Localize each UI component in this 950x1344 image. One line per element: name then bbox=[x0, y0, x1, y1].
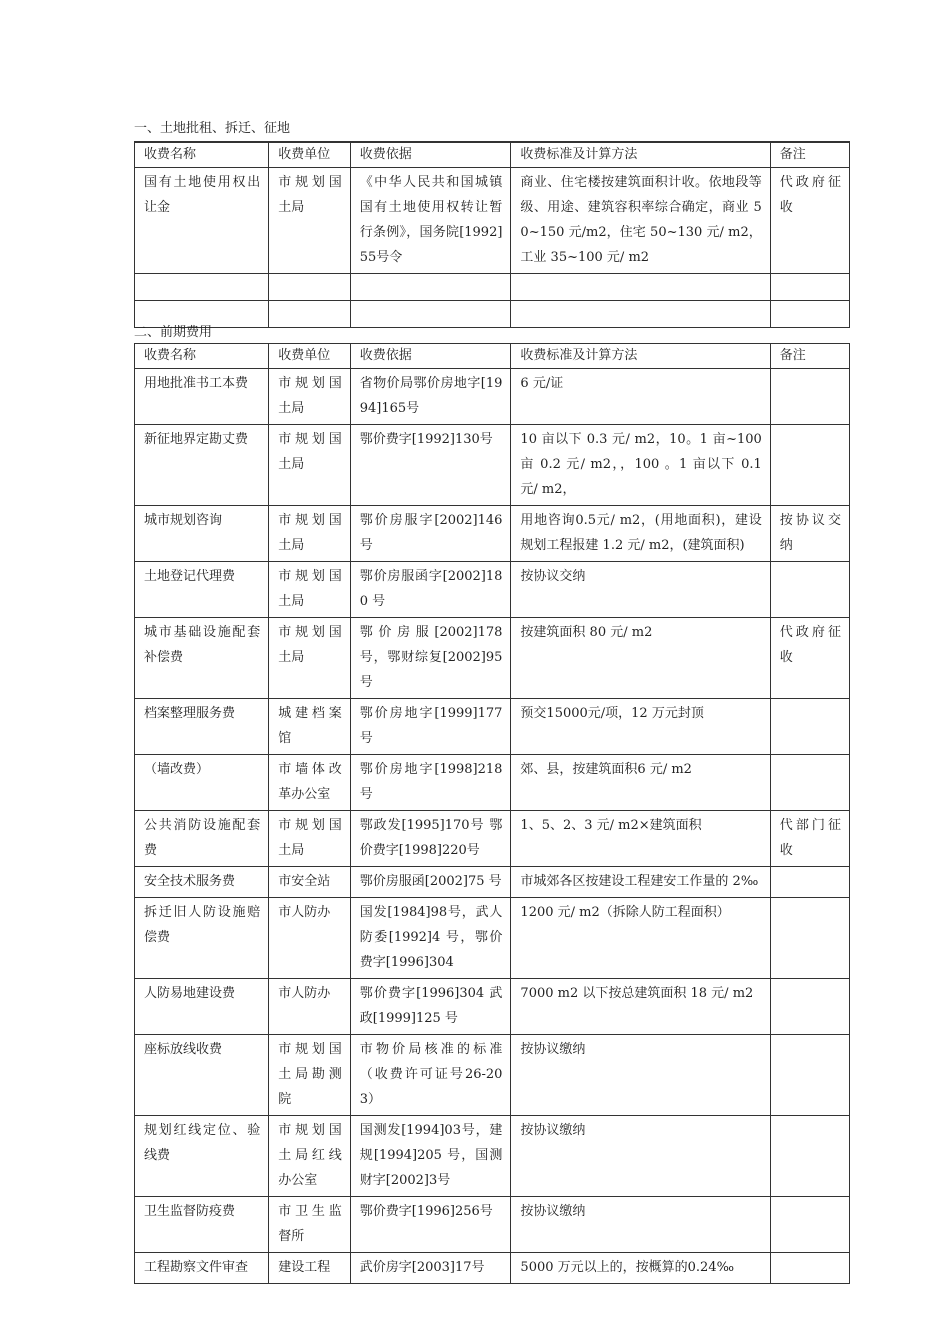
fee-standard-cell: 10 亩以下 0.3 元/ m2，10。1 亩~100 亩 0.2 元/ m2，，100 。1 亩以下 0.1 元/ m2， bbox=[511, 425, 770, 506]
fee-name-cell: 安全技术服务费 bbox=[135, 867, 269, 898]
fee-standard-cell: 7000 m2 以下按总建筑面积 18 元/ m2 bbox=[511, 979, 770, 1035]
fee-name-cell bbox=[135, 274, 269, 301]
table-row bbox=[135, 168, 850, 274]
fee-unit-cell: 市墙体改革办公室 bbox=[269, 755, 350, 811]
fee-standard-cell: 市城郊各区按建设工程建安工作量的 2‰ bbox=[511, 867, 770, 898]
table-row bbox=[135, 755, 850, 811]
fee-standard-cell: 1、5、2、3 元/ m2×建筑面积 bbox=[511, 811, 770, 867]
table-row bbox=[135, 699, 850, 755]
fee-unit-cell bbox=[269, 301, 350, 328]
fee-standard-cell: 按协议缴纳 bbox=[511, 1197, 770, 1253]
fee-standard-cell: 商业、住宅楼按建筑面积计收。依地段等级、用途、建筑容积率综合确定，商业 50~150 元/m2，住宅 50~130 元/ m2，工业 35~100 元/ m2 bbox=[511, 168, 770, 274]
header-fee-unit: 收费单位 bbox=[269, 344, 350, 369]
fee-standard-cell: 按协议缴纳 bbox=[511, 1035, 770, 1116]
fee-standard-cell bbox=[511, 274, 770, 301]
fee-note-cell bbox=[770, 1253, 849, 1284]
table-row bbox=[135, 1035, 850, 1116]
fee-name-cell: 规划红线定位、验线费 bbox=[135, 1116, 269, 1197]
section-title-land: 一、土地批租、拆迁、征地 bbox=[134, 121, 291, 136]
land-fees-table bbox=[134, 141, 850, 328]
fee-note-cell: 代政府征收 bbox=[770, 168, 849, 274]
fee-basis-cell: 国测发[1994]03号，建规[1994]205 号，国测财字[2002]3号 bbox=[350, 1116, 511, 1197]
fee-note-cell bbox=[770, 301, 849, 328]
table-row bbox=[135, 811, 850, 867]
fee-unit-cell: 市安全站 bbox=[269, 867, 350, 898]
table-row bbox=[135, 506, 850, 562]
table-row bbox=[135, 301, 850, 328]
fee-unit-cell: 城建档案馆 bbox=[269, 699, 350, 755]
header-fee-note: 备注 bbox=[770, 142, 849, 168]
fee-basis-cell: 国发[1984]98号，武人防委[1992]4 号，鄂价费字[1996]304 bbox=[350, 898, 511, 979]
fee-note-cell: 按协议交纳 bbox=[770, 506, 849, 562]
table-row bbox=[135, 898, 850, 979]
fee-name-cell: 人防易地建设费 bbox=[135, 979, 269, 1035]
table-row bbox=[135, 618, 850, 699]
fee-unit-cell: 市卫生监督所 bbox=[269, 1197, 350, 1253]
preliminary-fees-table bbox=[134, 343, 850, 1284]
fee-name-cell: 工程勘察文件审查 bbox=[135, 1253, 269, 1284]
fee-unit-cell: 市规划国土局 bbox=[269, 506, 350, 562]
fee-name-cell: 国有土地使用权出让金 bbox=[135, 168, 269, 274]
header-fee-name: 收费名称 bbox=[135, 344, 269, 369]
table-row bbox=[135, 979, 850, 1035]
header-fee-name: 收费名称 bbox=[135, 142, 269, 168]
header-fee-unit: 收费单位 bbox=[269, 142, 350, 168]
fee-unit-cell: 市规划国土局 bbox=[269, 168, 350, 274]
header-fee-note: 备注 bbox=[770, 344, 849, 369]
fee-note-cell bbox=[770, 755, 849, 811]
table-row bbox=[135, 1253, 850, 1284]
fee-standard-cell: 5000 万元以上的，按概算的0.24‰ bbox=[511, 1253, 770, 1284]
fee-basis-cell: 鄂价房地字[1999]177号 bbox=[350, 699, 511, 755]
fee-name-cell bbox=[135, 301, 269, 328]
table-row bbox=[135, 1116, 850, 1197]
fee-standard-cell: 按建筑面积 80 元/ m2 bbox=[511, 618, 770, 699]
fee-unit-cell: 市规划国土局红线办公室 bbox=[269, 1116, 350, 1197]
fee-name-cell: 拆迁旧人防设施赔偿费 bbox=[135, 898, 269, 979]
fee-note-cell bbox=[770, 369, 849, 425]
fee-basis-cell: 市物价局核准的标准（收费许可证号26-203） bbox=[350, 1035, 511, 1116]
fee-standard-cell: 1200 元/ m2（拆除人防工程面积） bbox=[511, 898, 770, 979]
fee-name-cell: 城市基础设施配套补偿费 bbox=[135, 618, 269, 699]
fee-unit-cell: 市人防办 bbox=[269, 898, 350, 979]
table-row bbox=[135, 369, 850, 425]
fee-name-cell: 土地登记代理费 bbox=[135, 562, 269, 618]
table-header-row bbox=[135, 142, 850, 168]
fee-note-cell bbox=[770, 699, 849, 755]
fee-standard-cell: 郊、县，按建筑面积6 元/ m2 bbox=[511, 755, 770, 811]
fee-note-cell: 代部门征收 bbox=[770, 811, 849, 867]
table-row bbox=[135, 867, 850, 898]
fee-basis-cell: 鄂价费字[1996]304 武政[1999]125 号 bbox=[350, 979, 511, 1035]
fee-basis-cell bbox=[350, 301, 511, 328]
fee-note-cell bbox=[770, 898, 849, 979]
fee-basis-cell: 鄂价房服函字[2002]180 号 bbox=[350, 562, 511, 618]
fee-unit-cell bbox=[269, 274, 350, 301]
fee-name-cell: 城市规划咨询 bbox=[135, 506, 269, 562]
fee-basis-cell: 鄂价房地字[1998]218号 bbox=[350, 755, 511, 811]
fee-note-cell bbox=[770, 1035, 849, 1116]
fee-basis-cell: 鄂价费字[1992]130号 bbox=[350, 425, 511, 506]
fee-name-cell: 新征地界定勘丈费 bbox=[135, 425, 269, 506]
fee-basis-cell: 鄂价房服[2002]178号，鄂财综复[2002]95 号 bbox=[350, 618, 511, 699]
fee-note-cell bbox=[770, 425, 849, 506]
fee-name-cell: 座标放线收费 bbox=[135, 1035, 269, 1116]
fee-unit-cell: 市规划国土局 bbox=[269, 425, 350, 506]
fee-standard-cell: 按协议交纳 bbox=[511, 562, 770, 618]
fee-unit-cell: 市规划国土局 bbox=[269, 369, 350, 425]
section-title-preliminary: 二、前期费用 bbox=[134, 325, 213, 340]
table-row bbox=[135, 425, 850, 506]
fee-basis-cell: 鄂价费字[1996]256号 bbox=[350, 1197, 511, 1253]
fee-standard-cell: 按协议缴纳 bbox=[511, 1116, 770, 1197]
fee-standard-cell: 预交15000元/项，12 万元封顶 bbox=[511, 699, 770, 755]
fee-note-cell bbox=[770, 1197, 849, 1253]
fee-unit-cell: 市规划国土局勘测院 bbox=[269, 1035, 350, 1116]
table-row bbox=[135, 274, 850, 301]
fee-unit-cell: 市规划国土局 bbox=[269, 618, 350, 699]
header-fee-standard: 收费标准及计算方法 bbox=[511, 142, 770, 168]
fee-basis-cell: 武价房字[2003]17号 bbox=[350, 1253, 511, 1284]
fee-name-cell: 用地批准书工本费 bbox=[135, 369, 269, 425]
fee-basis-cell bbox=[350, 274, 511, 301]
fee-unit-cell: 市规划国土局 bbox=[269, 811, 350, 867]
header-fee-basis: 收费依据 bbox=[350, 344, 511, 369]
table-row bbox=[135, 1197, 850, 1253]
fee-standard-cell: 用地咨询0.5元/ m2，(用地面积)，建设规划工程报建 1.2 元/ m2，(建筑面积) bbox=[511, 506, 770, 562]
fee-unit-cell: 市人防办 bbox=[269, 979, 350, 1035]
fee-basis-cell: 《中华人民共和国城镇国有土地使用权转让暂行条例》，国务院[1992]55号令 bbox=[350, 168, 511, 274]
fee-name-cell: 档案整理服务费 bbox=[135, 699, 269, 755]
fee-note-cell bbox=[770, 979, 849, 1035]
fee-unit-cell: 建设工程 bbox=[269, 1253, 350, 1284]
header-fee-standard: 收费标准及计算方法 bbox=[511, 344, 770, 369]
fee-note-cell: 代政府征收 bbox=[770, 618, 849, 699]
fee-name-cell: 公共消防设施配套费 bbox=[135, 811, 269, 867]
fee-note-cell bbox=[770, 562, 849, 618]
fee-note-cell bbox=[770, 1116, 849, 1197]
fee-basis-cell: 省物价局鄂价房地字[1994]165号 bbox=[350, 369, 511, 425]
fee-basis-cell: 鄂价房服函[2002]75 号 bbox=[350, 867, 511, 898]
fee-standard-cell: 6 元/证 bbox=[511, 369, 770, 425]
fee-basis-cell: 鄂政发[1995]170号 鄂价费字[1998]220号 bbox=[350, 811, 511, 867]
fee-note-cell bbox=[770, 274, 849, 301]
table-header-row bbox=[135, 344, 850, 369]
fee-standard-cell bbox=[511, 301, 770, 328]
fee-name-cell: 卫生监督防疫费 bbox=[135, 1197, 269, 1253]
fee-note-cell bbox=[770, 867, 849, 898]
table-row bbox=[135, 562, 850, 618]
fee-name-cell: （墙改费） bbox=[135, 755, 269, 811]
header-fee-basis: 收费依据 bbox=[350, 142, 511, 168]
preliminary-fees-body bbox=[135, 369, 850, 1284]
fee-unit-cell: 市规划国土局 bbox=[269, 562, 350, 618]
fee-basis-cell: 鄂价房服字[2002]146号 bbox=[350, 506, 511, 562]
